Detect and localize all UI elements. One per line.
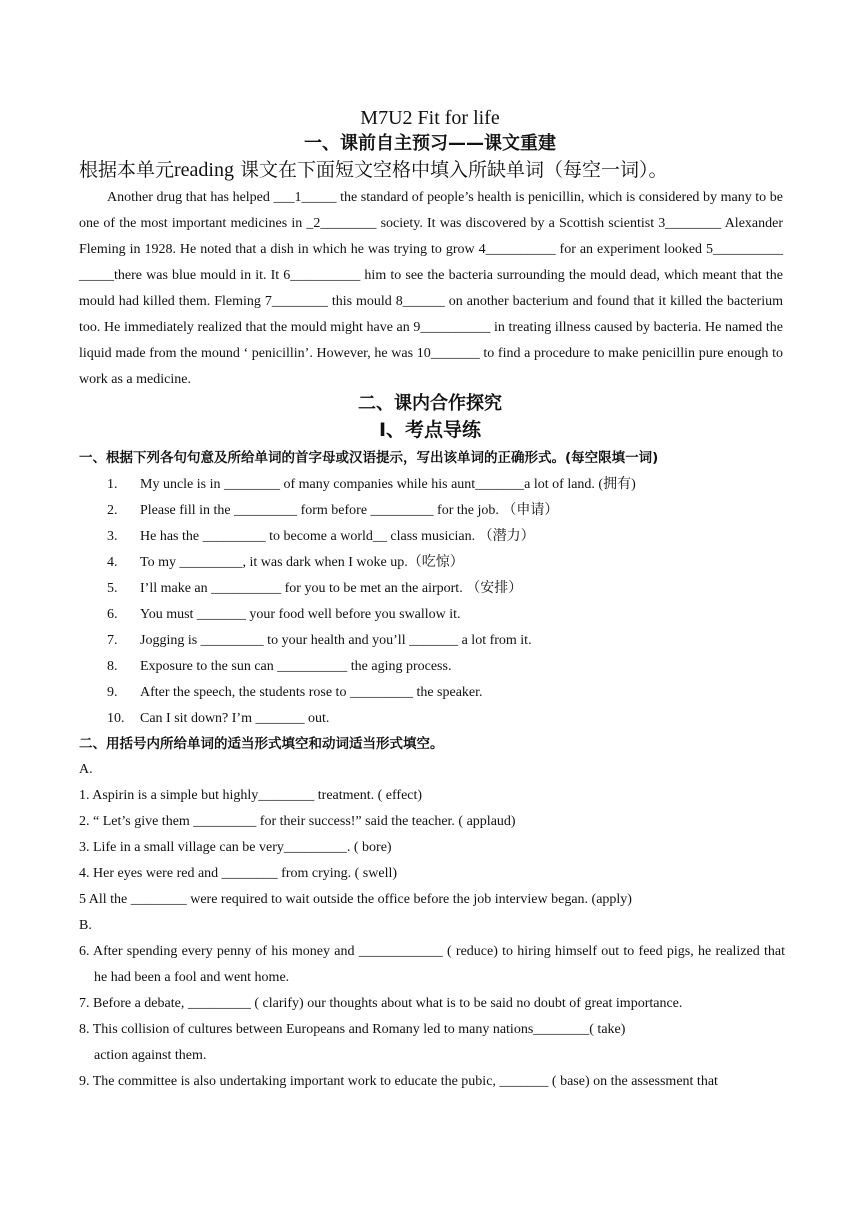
document-title: M7U2 Fit for life: [360, 107, 500, 129]
list-item: [107, 680, 767, 706]
part2-b-label: B.: [79, 918, 92, 933]
item-number: 7.: [107, 633, 118, 648]
section1-instruction: [79, 158, 789, 182]
part2-heading: 二、用括号内所给单词的适当形式填空和动词适当形式填空。: [79, 736, 444, 752]
exercise-item: 6. After spending every penny of his money and ____________ ( reduce) to hiring himself out to feed pigs, he realized that he had been a fool and went home.: [79, 944, 785, 985]
item-number: 1.: [107, 477, 118, 492]
list-item: [107, 654, 767, 680]
list-item: [107, 498, 767, 524]
reading-passage: Another drug that has helped ___1_____ the standard of people’s health is penicillin, which is considered by many to be one of the most important medicines in _2________ society. It was discovered by a Scottish scientist 3________ Alexander Fleming in 1928. He noted that a dish in which he was trying to grow 4__________ for an experiment looked 5__________ _____there was blue mould in it. It 6__________ him to see the bacteria surrounding the mould dead, which meant that the mould had killed them. Fleming 7________ this mould 8______ on another bacterium and found that it killed the bacterium too. He immediately realized that the mould might have an 9__________ in treating illness caused by bacteria. He named the liquid made from the mound ‘ penicillin’. However, he was 10_______ to find a procedure to make penicillin pure enough to work as a medicine.: [79, 190, 783, 387]
item-text: Please fill in the _________ form before _________ for the job. （申请）: [140, 503, 559, 518]
list-item: [107, 472, 767, 498]
part1-heading: 一、根据下列各句句意及所给单词的首字母或汉语提示，写出该单词的正确形式。(每空限填一词): [79, 450, 659, 466]
list-item: [107, 602, 767, 628]
list-item: [107, 576, 767, 602]
section2-heading: 二、课内合作探究: [358, 393, 502, 414]
list-item: [107, 628, 767, 654]
item-text: Jogging is _________ to your health and you’ll _______ a lot from it.: [140, 633, 532, 648]
exercise-item: 7. Before a debate, _________ ( clarify) our thoughts about what is to be said no doubt of great importance.: [79, 996, 683, 1011]
exercise-item: 2. “ Let’s give them _________ for their success!” said the teacher. ( applaud): [79, 814, 516, 829]
item-number: 3.: [107, 529, 118, 544]
section1-heading: 一、课前自主预习——课文重建: [304, 133, 556, 154]
item-number: 9.: [107, 685, 118, 700]
item-text: You must _______ your food well before you swallow it.: [140, 607, 461, 622]
exercise-item: 8. This collision of cultures between Europeans and Romany led to many nations________( take): [79, 1022, 626, 1037]
item-number: 10.: [107, 711, 125, 726]
item-text: I’ll make an __________ for you to be met an the airport. （安排）: [140, 581, 523, 596]
exercise-item: 5 All the ________ were required to wait outside the office before the job interview began. (apply): [79, 892, 632, 907]
instruction-rest: 课文在下面短文空格中填入所缺单词（每空一词）。: [234, 159, 668, 181]
item-number: 6.: [107, 607, 118, 622]
item-text: To my _________, it was dark when I woke up.（吃惊）: [140, 555, 464, 570]
list-item: [107, 706, 767, 732]
part2-exercises: [79, 757, 785, 1095]
item-text: Exposure to the sun can __________ the aging process.: [140, 659, 452, 674]
item-number: 5.: [107, 581, 118, 596]
list-item: [107, 524, 767, 550]
list-item: [107, 550, 767, 576]
exercise-item: 4. Her eyes were red and ________ from crying. ( swell): [79, 866, 398, 881]
exercise-item-continuation: action against them.: [94, 1048, 207, 1063]
part2-a-label: A.: [79, 762, 93, 777]
item-text: After the speech, the students rose to _________ the speaker.: [140, 685, 483, 700]
item-number: 8.: [107, 659, 118, 674]
section2-subheading: I、考点导练: [378, 419, 482, 441]
item-number: 4.: [107, 555, 118, 570]
item-text: He has the _________ to become a world__ class musician. （潜力）: [140, 529, 535, 544]
instruction-cn: 根据本单元: [79, 159, 175, 181]
instruction-en: reading: [174, 159, 234, 181]
exercise-item: 3. Life in a small village can be very_________. ( bore): [79, 840, 392, 855]
exercise-item: 1. Aspirin is a simple but highly________ treatment. ( effect): [79, 788, 423, 803]
item-text: My uncle is in ________ of many companies while his aunt_______a lot of land. (拥有): [140, 477, 636, 492]
exercise-item: 9. The committee is also undertaking important work to educate the pubic, _______ ( base) on the assessment that: [79, 1074, 718, 1089]
part1-list: [107, 472, 767, 732]
item-number: 2.: [107, 503, 118, 518]
item-text: Can I sit down? I’m _______ out.: [140, 711, 330, 726]
